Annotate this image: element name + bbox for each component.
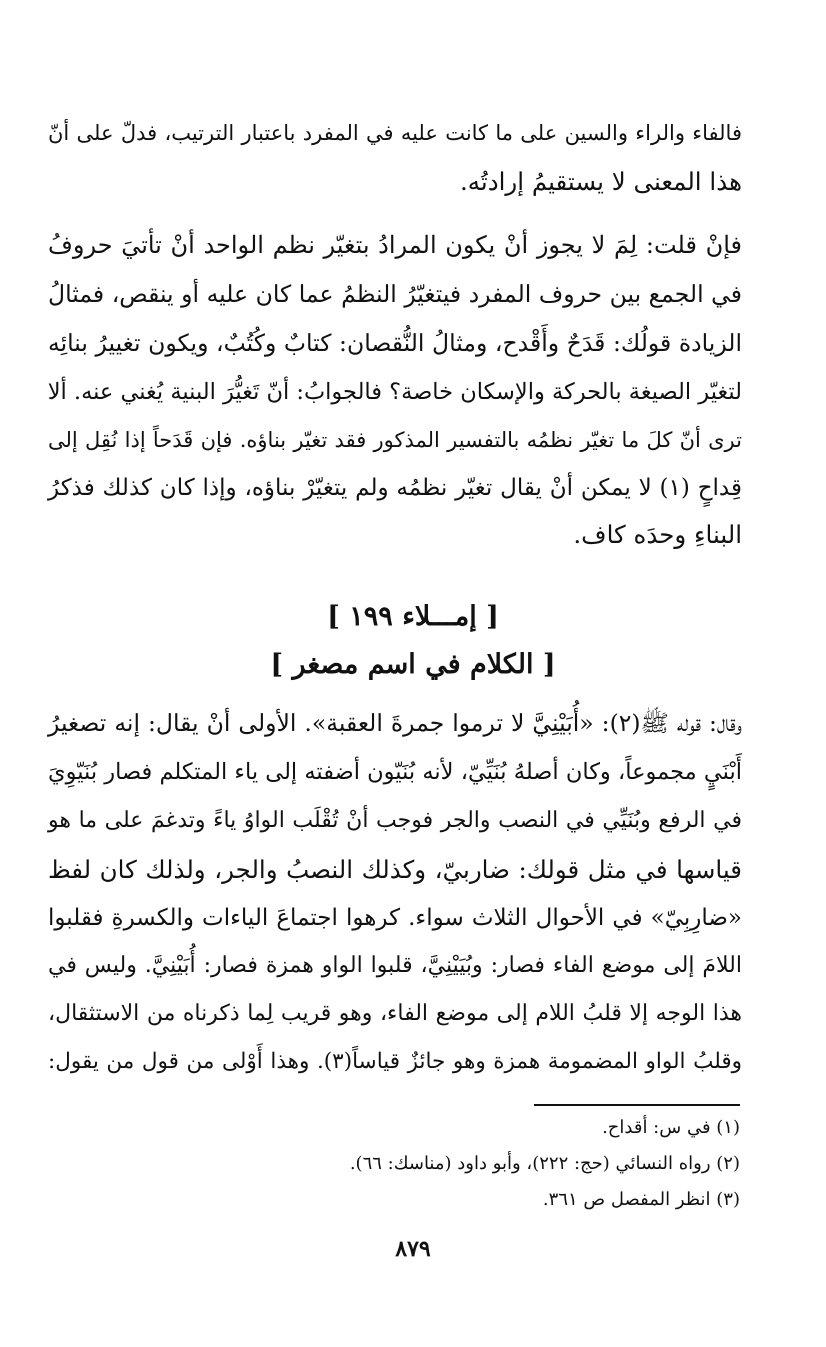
section-title: [ إمـــلاء ١٩٩ ] [327, 601, 499, 632]
paragraph3-line-4: قياسها في مثل قولك: ضاربيّ، وكذلك النصبُ والجر، ولذلك كان لفظ [48, 855, 742, 884]
paragraph2-line-6: قِداحٍ (١) لا يمكن أنْ يقال تغيّر نظمُه ولم يتغيّرْ بناؤه، وإذا كان كذلك فذكرُ [48, 475, 742, 501]
paragraph3-line-7: هذا الوجه إلا قلبُ اللام إلى موضع الفاء، وهو قريب لِما ذكرناه من الاستثقال، [48, 1001, 742, 1026]
paragraph3-line-2: أَبْنَيٍ مجموعاً، وكان أصلهُ بُنَيِّيّ، لأنه بُنَيّون أضفته إلى ياء المتكلم فصار بُنَيّوِيَ [48, 759, 742, 785]
footnote-1: (١) في س: أقداح. [602, 1117, 740, 1138]
paragraph1-line-2: هذا المعنى لا يستقيمُ إرادتُه. [459, 167, 742, 196]
paragraph2-line-4: لتغيّر الصيغة بالحركة والإسكان خاصة؟ فالجوابُ: أنّ تَغيُّرَ البنية يُغني عنه. ألا [47, 379, 742, 405]
footnote-3: (٣) انظر المفصل ص ٣٦١. [542, 1189, 740, 1210]
paragraph3-line-3: في الرفع وبُنَيِّي في النصب والجر فوجب أنْ تُقْلَب الواوُ ياءً وتدغمَ على ما هو [48, 808, 742, 833]
paragraph2-line-3: الزيادة قولُك: قَدَحٌ وأَقْدح، ومثالُ النُّقصان: كتابٌ وكُتُبٌ، ويكون تغييرُ بنائِه [48, 329, 742, 357]
page-number: ٨٧٩ [395, 1236, 431, 1262]
paragraph3-line-8: وقلبُ الواو المضمومة همزة وهو جائزٌ قياساً(٣). وهذا أَوْلى من قول من يقول: [48, 1049, 742, 1074]
paragraph2-line-2: في الجمع بين حروف المفرد فيتغيّرُ النظمُ عما كان عليه أو ينقص، فمثالُ [48, 280, 742, 308]
paragraph2-line-7: البناءِ وحدَه كاف. [573, 520, 742, 549]
section-subtitle: [ الكلام في اسم مصغر ] [270, 649, 556, 680]
paragraph2-line-1: فإنْ قلت: لِمَ لا يجوز أنْ يكون المرادُ بتغيّر نظم الواحد أنْ تأتيَ حروفُ [48, 231, 742, 259]
paragraph1-line-1: فالفاء والراء والسين على ما كانت عليه في المفرد باعتبار الترتيب، فدلّ على أنّ [48, 121, 742, 145]
paragraph2-line-5: ترى أنّ كلَ ما تغيّر نظمُه بالتفسير المذكور فقد تغيّر بناؤه. فإن قَدَحاً إذا نُقِل إلى [48, 428, 742, 452]
footnote-2: (٢) رواه النسائي (حج: ٢٢٢)، وأبو داود (مناسك: ٦٦). [349, 1153, 740, 1174]
paragraph3-line-1: وقال: قوله ﷺ(٢): «أُبَيْنِيَّ لا ترموا جمرةَ العقبة». الأولى أنْ يقال: إنه تصغيرُ [48, 709, 742, 737]
paragraph3-line-5: «ضارِبِيّ» في الأحوال الثلاث سواء. كرهوا اجتماعَ الياءات والكسرةِ فقلبوا [48, 905, 742, 931]
footnote-separator [534, 1104, 740, 1106]
paragraph3-line-6: اللامَ إلى موضع الفاء فصار: وبُيَيْنِيَّ، قلبوا الواو همزة فصار: أُبَيْنِيَّ. وليس في [48, 953, 742, 978]
